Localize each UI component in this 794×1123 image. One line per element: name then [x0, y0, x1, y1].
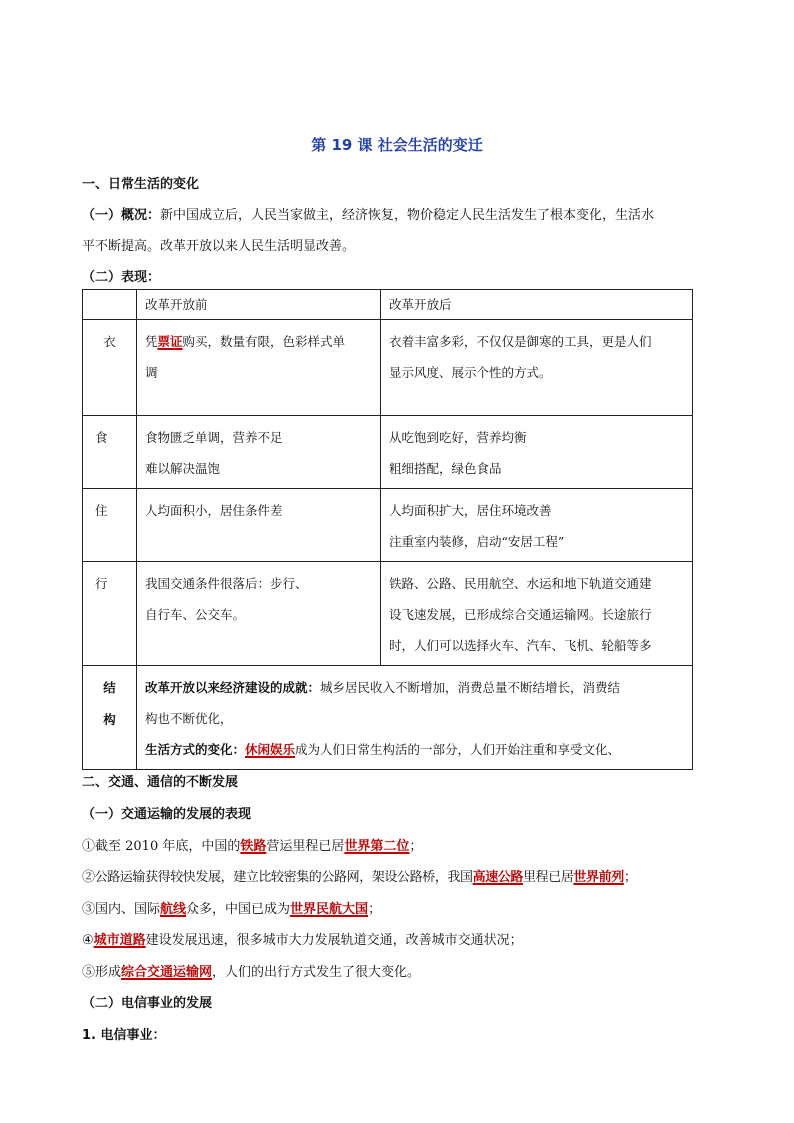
overview-text-1: 新中国成立后，人民当家做主，经济恢复，物价稳定人民生活发生了根本变化，生活水: [160, 208, 655, 223]
table-row: [83, 416, 693, 489]
table-row: [83, 320, 693, 416]
after-cell: 从吃饱到吃好，营养均衡 粗细搭配，绿色食品: [381, 416, 693, 489]
before-cell: 我国交通条件很落后：步行、 自行车、公交车。: [137, 562, 381, 666]
overview-label: （一）概况：: [82, 208, 161, 223]
overview-line-1: [82, 204, 654, 223]
achievements-label: 改革开放以来经济建设的成就：: [145, 680, 321, 695]
category-cell: 行: [83, 562, 137, 666]
structure-content-cell: 改革开放以来经济建设的成就：城乡居民收入不断增加，消费总量不断结增长，消费结 构也不断优化， 生活方式的变化：休闲娱乐成为人们日常生构活的一部分，人们开始注重和享受文化、: [137, 666, 693, 770]
before-cell: 凭票证购买，数量有限，色彩样式单 调: [137, 320, 381, 416]
manifest-label: （二）表现：: [82, 270, 161, 285]
before-cell: 人均面积小，居住条件差: [137, 489, 381, 562]
category-cell: 衣: [83, 320, 137, 416]
lifestyle-label: 生活方式的变化：: [145, 742, 246, 757]
table-header-row: [83, 290, 693, 320]
highlight-term: 休闲娱乐: [245, 742, 296, 757]
list-item: ②公路运输获得较快发展，建立比较密集的公路网，架设公路桥，我国高速公路里程已居世界前列；: [82, 870, 637, 885]
telecom-subheading: （二）电信事业的发展: [82, 996, 213, 1011]
highlight-term: 票证: [157, 334, 183, 349]
list-item: ①截至 2010 年底，中国的铁路营运里程已居世界第二位；: [82, 839, 423, 854]
list-item: ④城市道路建设发展迅速，很多城市大力发展轨道交通，改善城市交通状况；: [82, 933, 523, 948]
before-cell: 食物匮乏单调，营养不足 难以解决温饱: [137, 416, 381, 489]
section-1-heading: 一、日常生活的变化: [82, 177, 200, 192]
after-cell: 衣着丰富多彩，不仅仅是御寒的工具，更是人们 显示风度、展示个性的方式。: [381, 320, 693, 416]
list-item: ⑤形成综合交通运输网，人们的出行方式发生了很大变化。: [82, 965, 421, 980]
page-title: 第 19 课 社会生活的变迁: [311, 136, 483, 154]
table-row: [83, 562, 693, 666]
life-change-table: [82, 289, 693, 770]
transport-subheading: （一）交通运输的发展的表现: [82, 807, 252, 822]
after-cell: 人均面积扩大，居住环境改善 注重室内装修，启动“安居工程”: [381, 489, 693, 562]
category-cell: 住: [83, 489, 137, 562]
structure-label-cell: 结 构: [83, 666, 137, 770]
header-after: 改革开放后: [381, 290, 693, 320]
telecom-item-heading: 1. 电信事业：: [82, 1028, 166, 1043]
section-2-heading: 二、交通、通信的不断发展: [82, 775, 239, 790]
list-item: ③国内、国际航线众多，中国已成为世界民航大国；: [82, 902, 382, 917]
header-empty-cell: [83, 290, 137, 320]
table-row-structure: [83, 666, 693, 770]
table-row: [83, 489, 693, 562]
category-cell: 食: [83, 416, 137, 489]
overview-line-2: 平不断提高。改革开放以来人民生活明显改善。: [82, 239, 356, 254]
after-cell: 铁路、公路、民用航空、水运和地下轨道交通建 设飞速发展，已形成综合交通运输网。长途旅行 时，人们可以选择火车、汽车、飞机、轮船等多: [381, 562, 693, 666]
header-before: 改革开放前: [137, 290, 381, 320]
